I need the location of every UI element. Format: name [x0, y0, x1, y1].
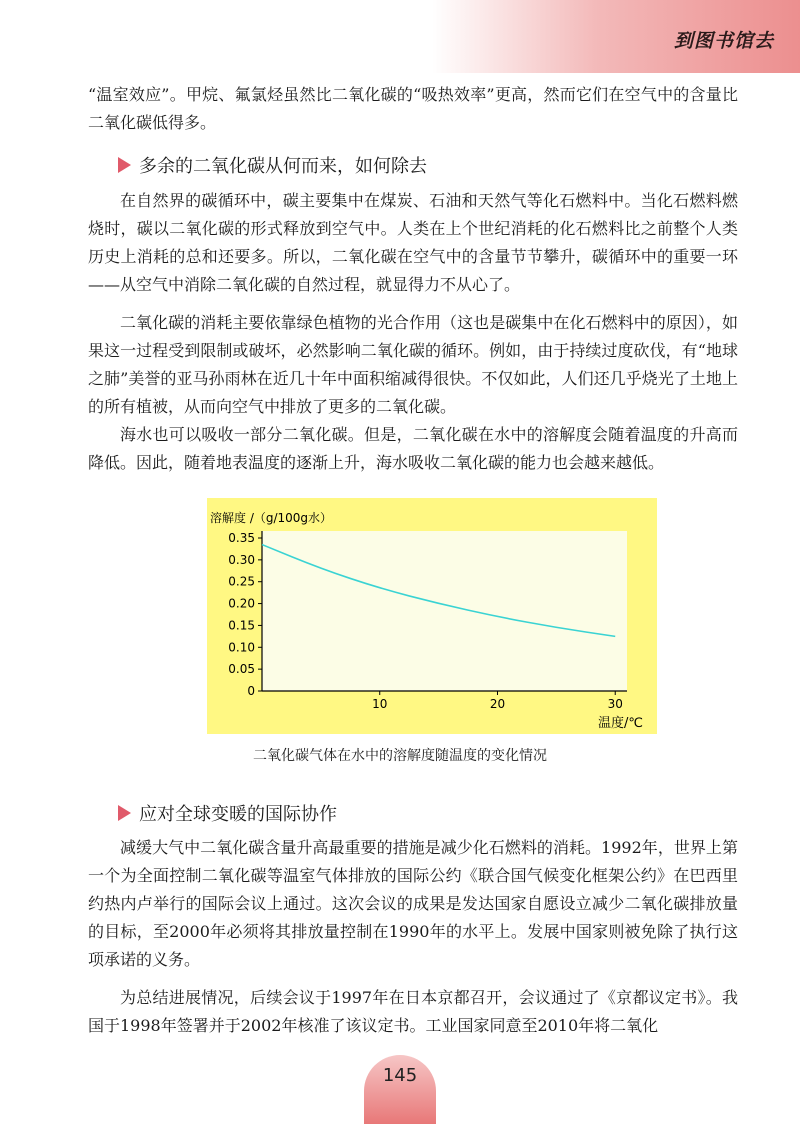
- y-tick-label: 0: [247, 684, 255, 698]
- x-tick-label: 10: [372, 697, 388, 711]
- plot-area: [262, 531, 627, 691]
- chart-caption: 二氧化碳气体在水中的溶解度随温度的变化情况: [253, 748, 547, 764]
- chart-svg: [207, 498, 657, 734]
- paragraph-seawater: 海水也可以吸收一部分二氧化碳。但是，二氧化碳在水中的溶解度会随着温度的升高而降低。因此，随着地表温度的逐渐上升，海水吸收二氧化碳的能力也会越来越低。: [88, 425, 738, 472]
- heading-text: 应对全球变暖的国际协作: [139, 804, 337, 825]
- y-tick-label: 0.10: [228, 640, 255, 655]
- heading-co2-source: [118, 152, 427, 178]
- x-tick-label: 20: [489, 697, 506, 711]
- section-title: 到图书馆去: [673, 30, 774, 52]
- header-band: [432, 0, 800, 73]
- heading-international: [118, 800, 337, 826]
- page-number: 145: [382, 1065, 418, 1086]
- paragraph-carbon-cycle: 在自然界的碳循环中，碳主要集中在煤炭、石油和天然气等化石燃料中。当化石燃料燃烧时，碳以二氧化碳的形式释放到空气中。人类在上个世纪消耗的化石燃料比之前整个人类历史上消耗的总和还要多。所以，二氧化碳在空气中的含量节节攀升，碳循环中的重要一环——从空气中消除二氧化碳的自然过程，就显得力不从心了。: [88, 191, 738, 294]
- paragraph-kyoto: 为总结进展情况，后续会议于1997年在日本京都召开，会议通过了《京都议定书》。我国于1998年签署并于2002年核准了该议定书。工业国家同意至2010年将二氧化: [88, 988, 738, 1035]
- y-axis-label: 溶解度 /（g/100g水）: [210, 511, 333, 525]
- paragraph-1992: 减缓大气中二氧化碳含量升高最重要的措施是减少化石燃料的消耗。1992年，世界上第一个为全面控制二氧化碳等温室气体排放的国际公约《联合国气候变化框架公约》在巴西里约热内卢举行的国际会议上通过。这次会议的成果是发达国家自愿设立减少二氧化碳排放量的目标，至2000年必须将其排放量控制在1990年的水平上。发展中国家则被免除了执行这项承诺的义务。: [88, 838, 738, 969]
- x-tick-label: 30: [607, 697, 623, 711]
- y-tick-label: 0.30: [228, 552, 255, 567]
- page-number-tab: [364, 1055, 436, 1124]
- triangle-bullet-icon: [118, 805, 131, 821]
- y-tick-label: 0.35: [228, 531, 255, 545]
- x-axis-label: 温度/℃: [598, 716, 643, 731]
- triangle-bullet-icon: [118, 157, 131, 173]
- solubility-chart: [207, 498, 657, 734]
- heading-text: 多余的二氧化碳从何而来，如何除去: [139, 156, 427, 177]
- y-tick-label: 0.25: [228, 574, 255, 589]
- y-tick-label: 0.20: [228, 596, 255, 611]
- y-tick-label: 0.05: [228, 662, 255, 677]
- paragraph-intro: “温室效应”。甲烷、氟氯烃虽然比二氧化碳的“吸热效率”更高，然而它们在空气中的含量比二氧化碳低得多。: [88, 85, 738, 132]
- paragraph-photosynthesis: 二氧化碳的消耗主要依靠绿色植物的光合作用（这也是碳集中在化石燃料中的原因），如果这一过程受到限制或破坏，必然影响二氧化碳的循环。例如，由于持续过度砍伐，有“地球之肺”美誉的亚马孙雨林在近几十年中面积缩减得很快。不仅如此，人们还几乎烧光了土地上的所有植被，从而向空气中排放了更多的二氧化碳。: [88, 313, 738, 416]
- y-tick-label: 0.15: [228, 618, 255, 633]
